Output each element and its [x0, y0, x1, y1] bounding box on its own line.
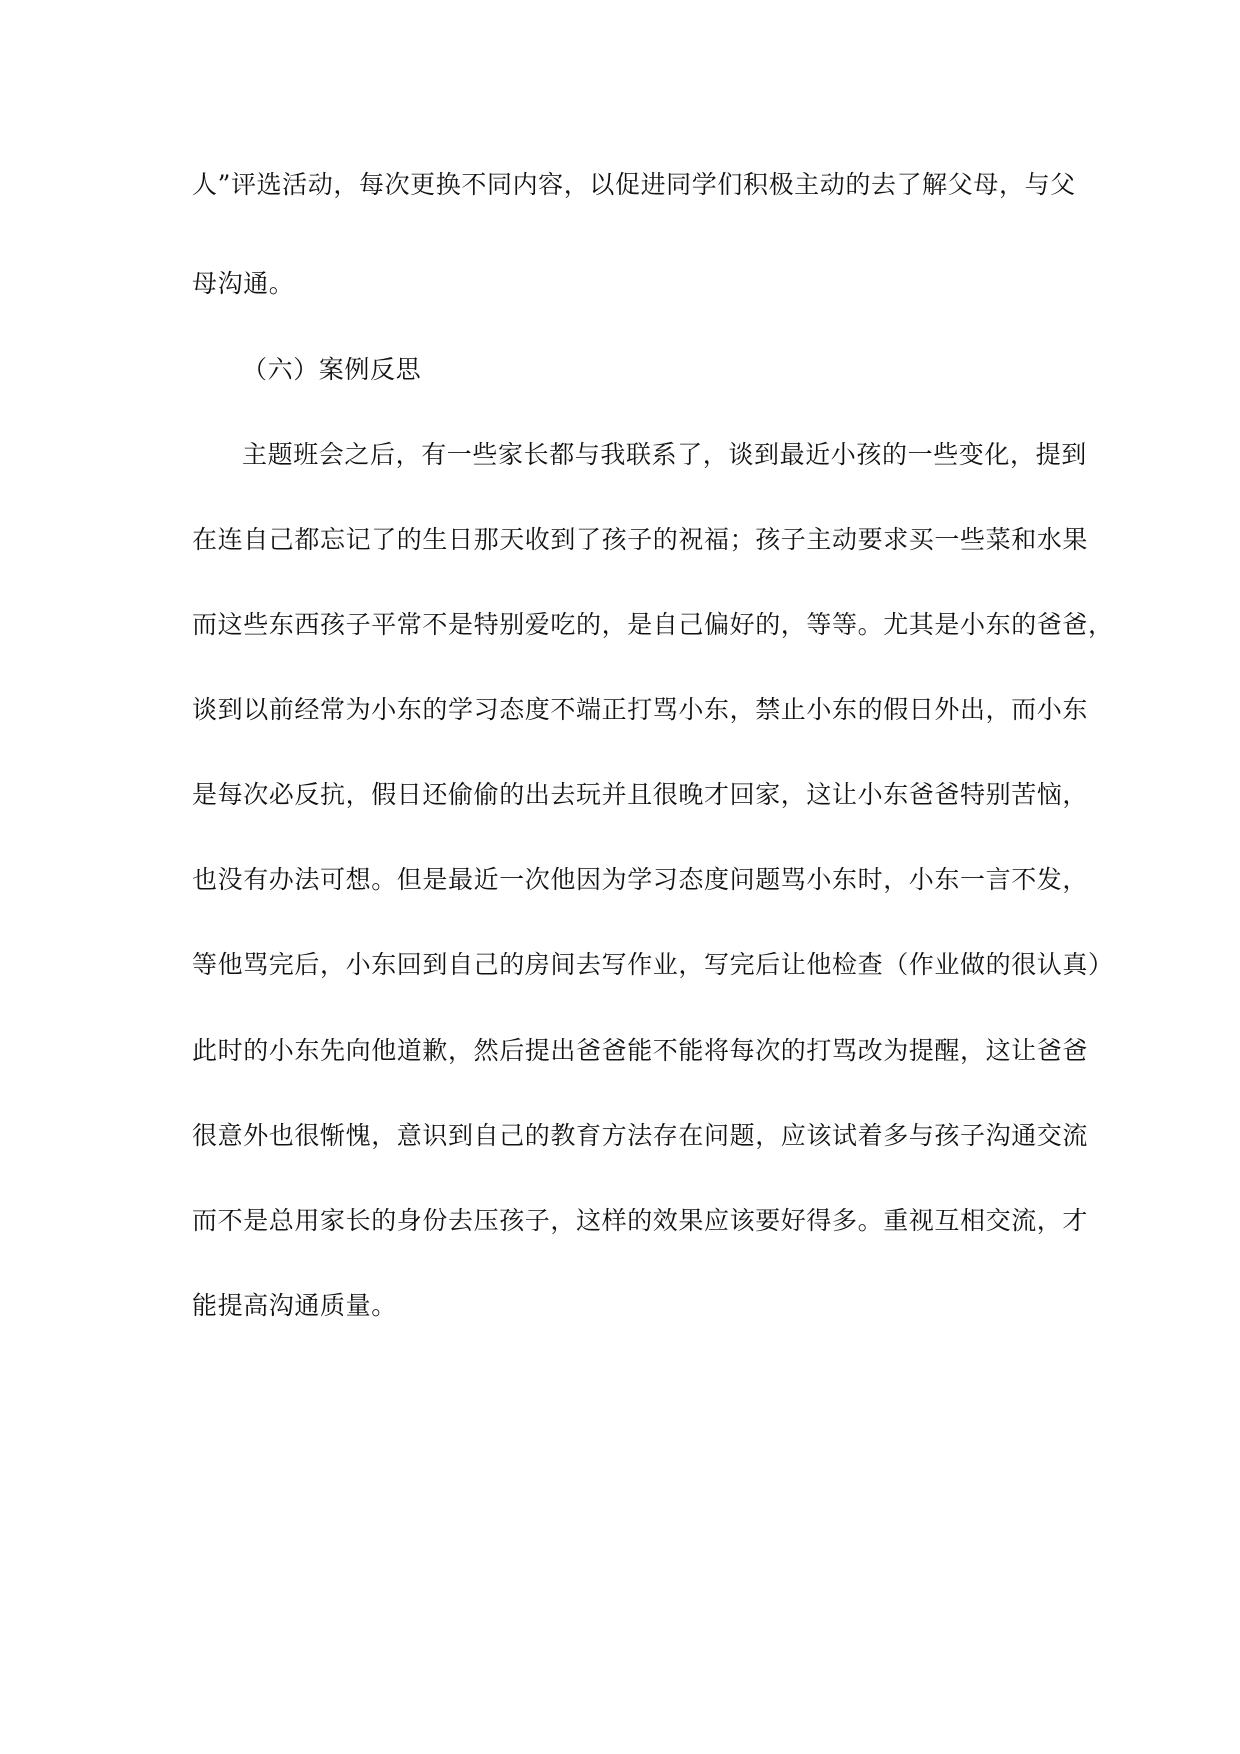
paragraph-line: 能提高沟通质量。	[192, 1291, 397, 1320]
paragraph-line: 而不是总用家长的身份去压孩子，这样的效果应该要好得多。重视互相交流，才	[192, 1206, 1089, 1235]
section-heading: （六）案例反思	[242, 355, 422, 384]
paragraph-line: 等他骂完后，小东回到自己的房间去写作业，写完后让他检查（作业做的很认真）	[192, 950, 1114, 979]
paragraph-line: 人”评选活动，每次更换不同内容，以促进同学们积极主动的去了解父母，与父	[192, 170, 1076, 199]
paragraph-line: 母沟通。	[192, 269, 295, 298]
paragraph-line: 也没有办法可想。但是最近一次他因为学习态度问题骂小东时，小东一言不发，	[192, 865, 1089, 894]
paragraph-line: 是每次必反抗，假日还偷偷的出去玩并且很晚才回家，这让小东爸爸特别苦恼，	[192, 780, 1089, 809]
paragraph-line: 很意外也很惭愧，意识到自己的教育方法存在问题，应该试着多与孩子沟通交流	[192, 1121, 1089, 1150]
paragraph-line: 此时的小东先向他道歉，然后提出爸爸能不能将每次的打骂改为提醒，这让爸爸	[192, 1036, 1089, 1065]
paragraph-line: 谈到以前经常为小东的学习态度不端正打骂小东，禁止小东的假日外出，而小东	[192, 695, 1089, 724]
paragraph-line: 而这些东西孩子平常不是特别爱吃的，是自己偏好的，等等。尤其是小东的爸爸，	[192, 610, 1114, 639]
paragraph-line: 在连自己都忘记了的生日那天收到了孩子的祝福；孩子主动要求买一些菜和水果	[192, 525, 1089, 554]
paragraph-line: 主题班会之后，有一些家长都与我联系了，谈到最近小孩的一些变化，提到	[242, 440, 1087, 469]
